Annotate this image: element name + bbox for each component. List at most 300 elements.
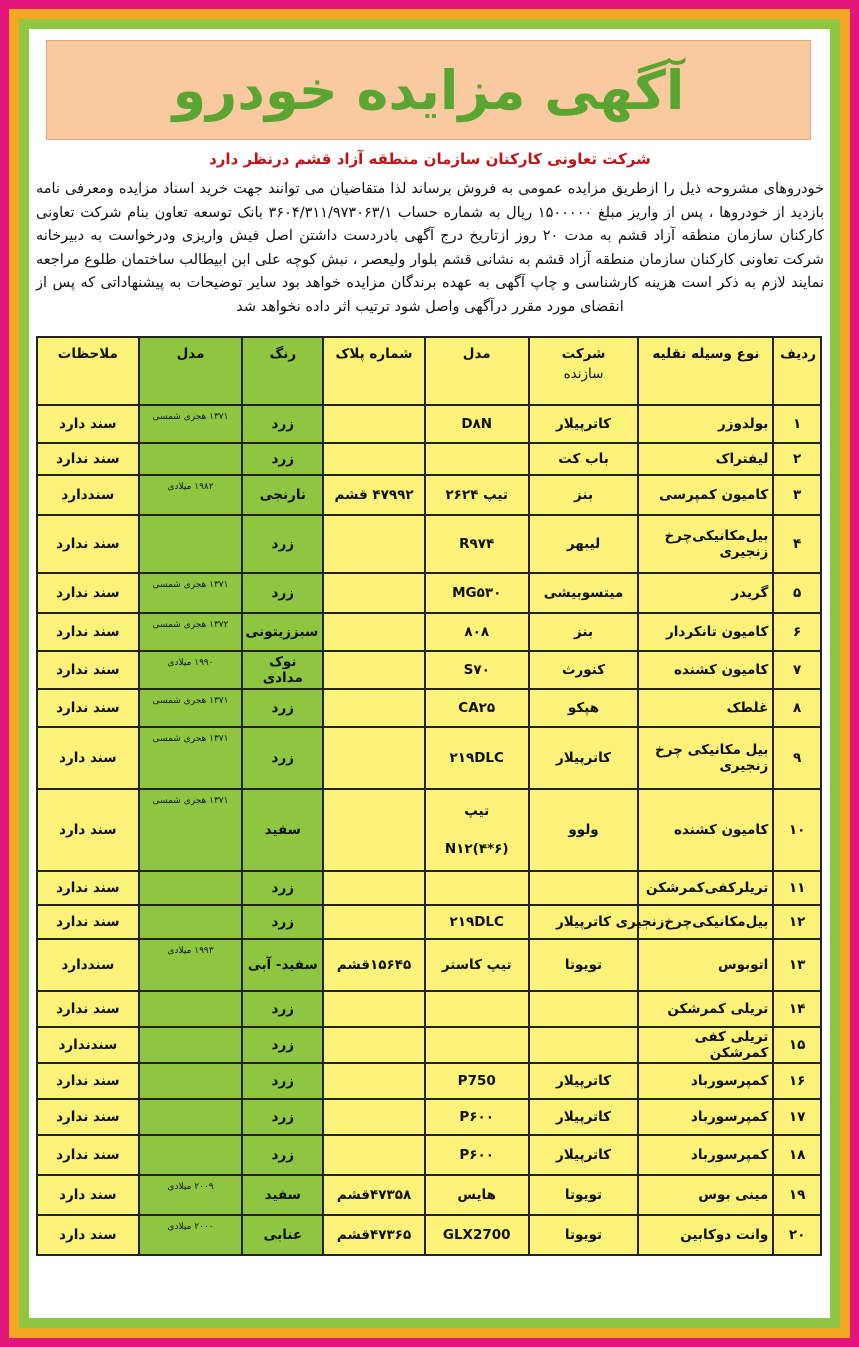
cell-model — [425, 443, 529, 475]
cell-notes-text: سند ندارد — [56, 536, 120, 552]
cell-row-number — [773, 905, 821, 939]
cell-vehicle-type-text: بیل مکانیکی چرخ زنجیری — [655, 742, 769, 774]
cell-model-text-line2: (۶*۴)N۱۲ — [444, 841, 509, 857]
vehicles-table — [36, 336, 822, 1256]
cell-color-text: سفید — [264, 822, 301, 838]
cell-color-text: زرد — [271, 1001, 295, 1017]
cell-notes — [37, 613, 139, 651]
cell-row-number-text: ۱۸ — [788, 1147, 806, 1163]
cell-maker — [529, 789, 639, 871]
cell-color-text: سفید — [264, 1187, 301, 1203]
cell-color-text: سبززیتونی — [245, 624, 319, 640]
cell-model-text: تیپ ۲۶۲۴ — [445, 487, 508, 503]
cell-color-text: زرد — [271, 914, 295, 930]
cell-maker-text: بنز — [574, 487, 594, 503]
cell-color — [242, 573, 323, 613]
cell-color-text: زرد — [271, 880, 295, 896]
cell-color — [242, 515, 323, 573]
cell-row-number — [773, 515, 821, 573]
cell-notes — [37, 573, 139, 613]
cell-notes-text: سند ندارد — [56, 451, 120, 467]
cell-model — [425, 475, 529, 515]
cell-maker-text: تویوتا — [564, 957, 603, 973]
cell-plate — [323, 1063, 425, 1099]
cell-row-number — [773, 789, 821, 871]
cell-maker — [529, 689, 639, 727]
cell-model — [425, 405, 529, 443]
cell-model-text: S۷۰ — [463, 662, 490, 678]
cell-row-number — [773, 1215, 821, 1255]
cell-model — [425, 939, 529, 991]
cell-model-text: CA۲۵ — [458, 700, 496, 716]
cell-row-number — [773, 475, 821, 515]
cell-notes-text: سند ندارد — [56, 1109, 120, 1125]
cell-model — [425, 1215, 529, 1255]
cell-maker-text: کاترپیلار — [556, 1147, 612, 1163]
cell-color — [242, 1135, 323, 1175]
cell-plate — [323, 1175, 425, 1215]
cell-notes-text: سند ندارد — [56, 880, 120, 896]
cell-model-text: ۲۱۹DLC — [449, 750, 504, 766]
cell-color-text: زرد — [271, 1037, 295, 1053]
cell-model-text: D۸N — [461, 416, 493, 432]
cell-notes — [37, 475, 139, 515]
cell-vehicle-type-text: تریلی کفی کمرشکن — [694, 1029, 769, 1061]
cell-maker-text: کاترپیلار — [556, 1109, 612, 1125]
cell-color — [242, 651, 323, 689]
cell-year — [139, 651, 243, 689]
cell-model — [425, 1099, 529, 1135]
cell-vehicle-type — [638, 871, 773, 905]
cell-year-text: ۱۳۷۲ هجری شمسی — [152, 620, 229, 630]
cell-maker — [529, 991, 639, 1027]
table-row — [37, 1215, 821, 1255]
cell-year — [139, 1099, 243, 1135]
cell-notes — [37, 405, 139, 443]
cell-plate — [323, 789, 425, 871]
cell-maker — [529, 475, 639, 515]
header-maker-line2: سازنده — [563, 366, 604, 382]
cell-row-number — [773, 939, 821, 991]
cell-vehicle-type — [638, 1027, 773, 1063]
cell-model — [425, 651, 529, 689]
cell-row-number-text: ۸ — [793, 700, 802, 716]
cell-color-text: زرد — [271, 536, 295, 552]
cell-color-text: عنابی — [263, 1227, 303, 1243]
cell-vehicle-type — [638, 613, 773, 651]
cell-vehicle-type-text: کامیون کمپرسی — [659, 487, 769, 503]
cell-vehicle-type — [638, 991, 773, 1027]
cell-plate — [323, 689, 425, 727]
cell-year — [139, 991, 243, 1027]
cell-notes — [37, 789, 139, 871]
cell-notes — [37, 515, 139, 573]
cell-notes-text: سندندارد — [58, 1037, 118, 1053]
cell-notes-text: سند دارد — [59, 750, 117, 766]
cell-color-text: زرد — [271, 750, 295, 766]
cell-plate — [323, 573, 425, 613]
cell-vehicle-type-text: اتوبوس — [717, 957, 769, 973]
cell-model-text: تیپ کاستر — [441, 957, 512, 973]
cell-year — [139, 515, 243, 573]
cell-row-number — [773, 991, 821, 1027]
cell-row-number — [773, 1027, 821, 1063]
cell-maker-text: میتسوبیشی — [543, 585, 624, 601]
cell-year-text: ۱۹۸۲ میلادی — [167, 482, 214, 492]
cell-notes-text: سند ندارد — [56, 662, 120, 678]
cell-notes — [37, 1215, 139, 1255]
table-row — [37, 991, 821, 1027]
header-notes: ملاحظات — [37, 337, 139, 405]
cell-model — [425, 727, 529, 789]
cell-row-number-text: ۳ — [793, 487, 802, 503]
cell-color — [242, 789, 323, 871]
cell-color-text: زرد — [271, 1109, 295, 1125]
cell-color-text: زرد — [271, 585, 295, 601]
cell-vehicle-type — [638, 573, 773, 613]
cell-vehicle-type-text: کامیون کشنده — [673, 822, 769, 838]
cell-year-text: ۲۰۰۰ میلادی — [167, 1222, 214, 1232]
cell-year-text: ۱۹۹۰ میلادی — [167, 658, 214, 668]
cell-notes-text: سنددارد — [61, 957, 115, 973]
cell-maker-text: کاترپیلار — [556, 1073, 612, 1089]
cell-notes — [37, 1135, 139, 1175]
cell-maker-text: کنورث — [561, 662, 606, 678]
cell-notes — [37, 1063, 139, 1099]
cell-model — [425, 573, 529, 613]
cell-row-number-text: ۲۰ — [788, 1227, 806, 1243]
table-row — [37, 443, 821, 475]
table-row — [37, 789, 821, 871]
cell-vehicle-type — [615, 905, 773, 939]
cell-year — [139, 1175, 243, 1215]
cell-maker — [529, 573, 639, 613]
cell-color-text: نوک مدادی — [262, 654, 303, 686]
cell-maker — [529, 613, 639, 651]
cell-row-number — [773, 727, 821, 789]
cell-year — [139, 613, 243, 651]
cell-maker-text: تویوتا — [564, 1227, 603, 1243]
cell-year-text: ۲۰۰۹ میلادی — [167, 1182, 214, 1192]
table-row — [37, 475, 821, 515]
cell-row-number-text: ۱ — [793, 416, 802, 432]
cell-vehicle-type — [638, 443, 773, 475]
cell-color — [242, 905, 323, 939]
header-vehicle-type: نوع وسیله نقلیه — [638, 337, 773, 405]
cell-color — [242, 613, 323, 651]
cell-year — [139, 1063, 243, 1099]
cell-color-text: نارنجی — [259, 487, 306, 503]
cell-plate-text: ۴۷۳۶۵قشم — [336, 1227, 412, 1243]
cell-year — [139, 905, 243, 939]
cell-row-number-text: ۱۰ — [788, 822, 806, 838]
cell-model — [425, 613, 529, 651]
cell-maker — [529, 405, 639, 443]
cell-maker — [529, 515, 639, 573]
cell-color — [242, 1063, 323, 1099]
cell-model-text: P۶۰۰ — [459, 1109, 495, 1125]
cell-plate-text: ۴۷۳۵۸قشم — [336, 1187, 412, 1203]
cell-vehicle-type — [638, 475, 773, 515]
cell-notes — [37, 871, 139, 905]
cell-model — [425, 689, 529, 727]
cell-model-text: P750 — [457, 1073, 496, 1089]
cell-year-text: ۱۹۹۳ میلادی — [167, 946, 214, 956]
cell-row-number-text: ۹ — [793, 750, 802, 766]
cell-maker-text: تویوتا — [564, 1187, 603, 1203]
table-row — [37, 871, 821, 905]
cell-maker-text: کاترپیلار — [556, 416, 612, 432]
cell-plate — [323, 613, 425, 651]
cell-plate-text: ۴۷۹۹۲ قشم — [334, 487, 414, 503]
cell-year-text: ۱۳۷۱ هجری شمسی — [152, 734, 229, 744]
cell-notes-text: سند ندارد — [56, 1001, 120, 1017]
cell-notes — [37, 689, 139, 727]
cell-color-text: زرد — [271, 700, 295, 716]
cell-notes — [37, 939, 139, 991]
table-row — [37, 1135, 821, 1175]
cell-notes-text: سند دارد — [59, 416, 117, 432]
cell-color — [242, 1215, 323, 1255]
table-row — [37, 573, 821, 613]
cell-vehicle-type — [638, 789, 773, 871]
title-banner — [46, 40, 811, 140]
cell-notes-text: سند ندارد — [56, 700, 120, 716]
table-row — [37, 1175, 821, 1215]
cell-vehicle-type-text: کامیون کشنده — [673, 662, 769, 678]
cell-plate-text: ۱۵۶۴۵قشم — [336, 957, 412, 973]
cell-row-number-text: ۱۹ — [788, 1187, 806, 1203]
cell-row-number-text: ۲ — [793, 451, 802, 467]
table-row — [37, 689, 821, 727]
cell-notes — [37, 991, 139, 1027]
cell-model-text: P۶۰۰ — [459, 1147, 495, 1163]
cell-row-number — [773, 1175, 821, 1215]
cell-vehicle-type-text: گریدر — [731, 585, 769, 601]
cell-vehicle-type — [638, 1135, 773, 1175]
cell-vehicle-type-text: کمپرسورباد — [690, 1073, 769, 1089]
cell-row-number — [773, 443, 821, 475]
cell-vehicle-type-text: بیل‌مکانیکی‌چرخ‌زنجیری — [615, 914, 769, 930]
cell-vehicle-type — [638, 727, 773, 789]
cell-vehicle-type — [638, 515, 773, 573]
cell-row-number-text: ۱۷ — [788, 1109, 806, 1125]
cell-plate — [323, 727, 425, 789]
cell-plate — [323, 1099, 425, 1135]
cell-model — [425, 515, 529, 573]
cell-year — [139, 573, 243, 613]
cell-year — [139, 939, 243, 991]
cell-color — [242, 475, 323, 515]
cell-vehicle-type-text: تریلرکفی‌کمرشکن — [646, 880, 769, 896]
cell-maker — [529, 651, 639, 689]
table-row — [37, 1027, 821, 1063]
cell-row-number-text: ۶ — [793, 624, 802, 640]
header-maker — [529, 337, 639, 405]
description: خودروهای مشروحه ذیل را ازطریق مزایده عمومی به فروش برساند لذا متقاضیان می توانند جهت خرید اسناد مزایده ومعرفی نامه بازدید از خودروها ، پس از واریز مبلغ ۱۵۰۰۰۰۰ ریال به شماره حساب ۳۶۰۴/۳۱۱/۹۷۳۰۶۳/۱ بانک توسعه تعاون بنام شرکت تعاونی کارکنان سازمان منطقه آزاد قشم به مدت ۲۰ روز ازتاریخ درج آگهی بادردست داشتن اصل فیش واریزی ودرخواست به دبیرخانه شرکت تعاونی کارکنان سازمان منطقه آزاد قشم به نشانی قشم بلوار ولیعصر ، نبش کوچه علی ابن ابیطالب ساختمان طلوع مراجعه نمایند لازم به ذکر است هزینه کارشناسی و چاپ آگهی به عهده برندگان مزایده خواهد بود سایر توضیحات به پیشنهاداتی که پس از انقضای مورد مقرر درآگهی واصل شود ترتیب اثر داده نخواهد شد — [36, 181, 824, 315]
cell-year — [139, 727, 243, 789]
header-maker-line1: شرکت — [561, 346, 606, 362]
table-row — [37, 613, 821, 651]
cell-maker-text: کاترپیلار — [556, 914, 612, 930]
cell-vehicle-type-text: کمپرسورباد — [690, 1147, 769, 1163]
cell-year — [139, 789, 243, 871]
cell-model-text: هایس — [457, 1187, 496, 1203]
cell-model — [425, 905, 529, 939]
cell-plate — [323, 1135, 425, 1175]
cell-model-text: R۹۷۴ — [459, 536, 495, 552]
cell-notes — [37, 905, 139, 939]
cell-vehicle-type-text: غلطک — [726, 700, 769, 716]
cell-notes-text: سند ندارد — [56, 914, 120, 930]
cell-year — [139, 1135, 243, 1175]
cell-row-number — [773, 1135, 821, 1175]
cell-color — [242, 727, 323, 789]
cell-color — [242, 689, 323, 727]
cell-year-text: ۱۳۷۱ هجری شمسی — [152, 696, 229, 706]
cell-plate — [323, 651, 425, 689]
cell-vehicle-type-text: کامیون تانکردار — [666, 624, 769, 640]
cell-maker — [529, 1175, 639, 1215]
cell-color-text: زرد — [271, 1147, 295, 1163]
cell-notes-text: سند ندارد — [56, 624, 120, 640]
cell-year — [139, 1027, 243, 1063]
cell-maker — [529, 939, 639, 991]
cell-vehicle-type — [638, 1099, 773, 1135]
cell-row-number-text: ۱۱ — [788, 880, 806, 896]
cell-color-text: زرد — [271, 1073, 295, 1089]
cell-year — [139, 689, 243, 727]
cell-maker-text: باب کت — [558, 451, 609, 467]
cell-color-text: زرد — [271, 451, 295, 467]
cell-color-text: زرد — [271, 416, 295, 432]
cell-plate — [323, 905, 425, 939]
table-row — [37, 1099, 821, 1135]
table-row — [37, 1063, 821, 1099]
cell-maker-text: کاترپیلار — [556, 750, 612, 766]
cell-year-text: ۱۳۷۱ هجری شمسی — [152, 796, 229, 806]
cell-vehicle-type-text: کمپرسورباد — [690, 1109, 769, 1125]
cell-maker-text: هپکو — [567, 700, 600, 716]
header-plate: شماره پلاک — [323, 337, 425, 405]
cell-notes-text: سند دارد — [59, 1187, 117, 1203]
cell-color — [242, 939, 323, 991]
cell-row-number-text: ۱۴ — [788, 1001, 806, 1017]
cell-plate — [323, 405, 425, 443]
cell-maker — [529, 1063, 639, 1099]
cell-model-text: GLX2700 — [442, 1227, 511, 1243]
cell-maker-text: لیبهر — [566, 536, 601, 552]
cell-maker — [529, 1215, 639, 1255]
cell-maker — [529, 727, 639, 789]
cell-notes — [37, 1099, 139, 1135]
cell-year — [139, 405, 243, 443]
cell-notes-text: سند ندارد — [56, 1073, 120, 1089]
cell-color — [242, 1175, 323, 1215]
cell-vehicle-type — [638, 1215, 773, 1255]
cell-notes-text: سند ندارد — [56, 1147, 120, 1163]
cell-notes — [37, 443, 139, 475]
header-color: رنگ — [242, 337, 323, 405]
cell-row-number-text: ۱۶ — [788, 1073, 806, 1089]
cell-color — [242, 991, 323, 1027]
cell-color — [242, 871, 323, 905]
cell-year — [139, 1215, 243, 1255]
cell-plate — [323, 475, 425, 515]
cell-model-text: تیپ — [464, 803, 490, 819]
cell-year — [139, 871, 243, 905]
cell-year — [139, 443, 243, 475]
table-row — [37, 651, 821, 689]
header-year: مدل — [139, 337, 243, 405]
cell-plate — [323, 991, 425, 1027]
cell-vehicle-type — [638, 1063, 773, 1099]
cell-year-text: ۱۳۷۱ هجری شمسی — [152, 412, 229, 422]
cell-maker — [529, 1135, 639, 1175]
cell-vehicle-type-text: تریلی کمرشکن — [667, 1001, 769, 1017]
subtitle: شرکت تعاونی کارکنان سازمان منطقه آزاد قشم درنظر دارد — [209, 150, 651, 168]
table-row — [37, 939, 821, 991]
cell-plate — [323, 871, 425, 905]
cell-row-number-text: ۷ — [793, 662, 802, 678]
cell-model — [425, 1063, 529, 1099]
table-row — [37, 727, 821, 789]
cell-maker-text: بنز — [574, 624, 594, 640]
cell-notes — [37, 727, 139, 789]
cell-model-text: ۸۰۸ — [464, 624, 490, 640]
cell-maker — [529, 443, 639, 475]
cell-vehicle-type — [638, 1175, 773, 1215]
cell-row-number — [773, 573, 821, 613]
cell-row-number — [773, 871, 821, 905]
header-model: مدل — [425, 337, 529, 405]
cell-vehicle-type-text: وانت دوکابین — [680, 1227, 769, 1243]
cell-vehicle-type-text: بولدوزر — [717, 416, 769, 432]
cell-row-number-text: ۱۲ — [788, 914, 806, 930]
cell-notes-text: سنددارد — [61, 487, 115, 503]
cell-model — [425, 991, 529, 1027]
cell-row-number — [773, 651, 821, 689]
cell-color — [242, 1099, 323, 1135]
cell-vehicle-type-text: لیفتراک — [715, 451, 769, 467]
cell-plate — [323, 939, 425, 991]
cell-maker — [529, 871, 639, 905]
cell-plate — [323, 1215, 425, 1255]
cell-maker — [529, 1027, 639, 1063]
cell-color — [242, 405, 323, 443]
cell-year — [139, 475, 243, 515]
cell-vehicle-type-text: بیل‌مکانیکی‌چرخ زنجیری — [664, 528, 769, 560]
table-header — [37, 337, 821, 405]
cell-row-number-text: ۴ — [793, 536, 802, 552]
cell-row-number-text: ۱۳ — [788, 957, 806, 973]
cell-color — [242, 1027, 323, 1063]
cell-plate — [323, 1027, 425, 1063]
cell-vehicle-type-text: مینی بوس — [698, 1187, 769, 1203]
cell-color-text: سفید- آبی — [247, 957, 318, 973]
cell-notes-text: سند ندارد — [56, 585, 120, 601]
cell-notes-text: سند دارد — [59, 1227, 117, 1243]
cell-notes — [37, 1027, 139, 1063]
cell-row-number-text: ۱۵ — [788, 1037, 806, 1053]
cell-row-number — [773, 613, 821, 651]
cell-model-text: ۲۱۹DLC — [449, 914, 504, 930]
cell-vehicle-type — [638, 405, 773, 443]
cell-row-number — [773, 689, 821, 727]
cell-model — [425, 1175, 529, 1215]
cell-color — [242, 443, 323, 475]
cell-vehicle-type — [638, 689, 773, 727]
